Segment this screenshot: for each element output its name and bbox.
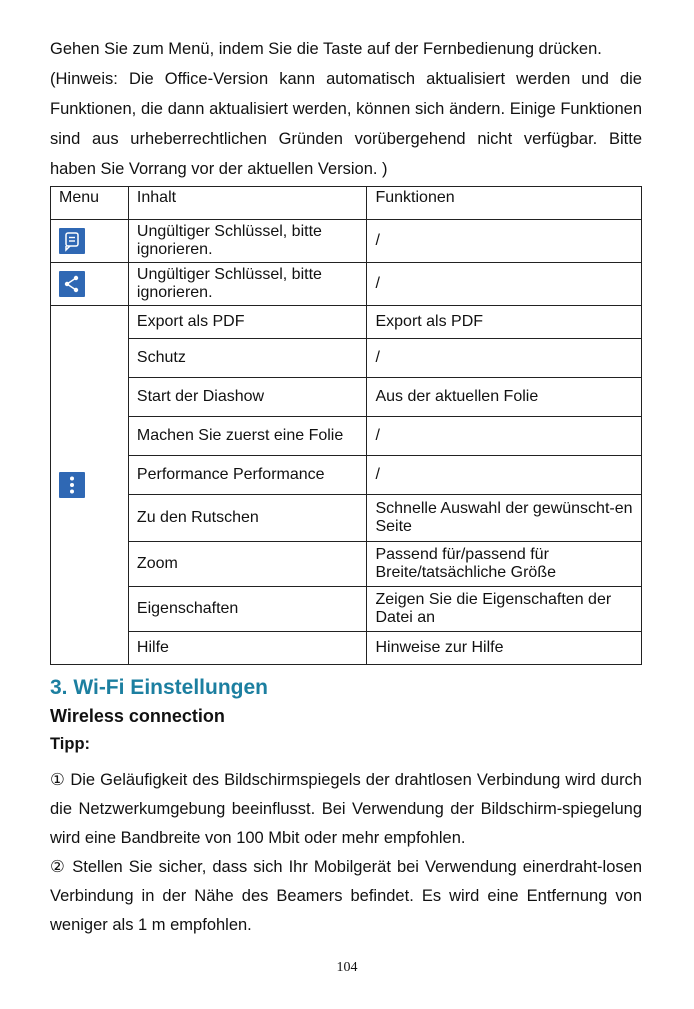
table-row: [51, 378, 642, 417]
menu-cell: [51, 306, 129, 665]
tip-item: ① Die Geläufigkeit des Bildschirmspiegels der drahtlosen Verbindung wird durch die Netzwerkumgebung beeinflusst. Bei Verwendung der Bildschirm-spiegelung wird eine Bandbreite von 100 Mbit oder mehr empfohlen.: [50, 771, 642, 847]
table-row: [51, 306, 642, 339]
table-cell-funktion: Passend für/passend für Breite/tatsächliche Größe: [367, 542, 642, 587]
table-cell-funktion: /: [367, 339, 642, 378]
table-cell-funktion: /: [367, 417, 642, 456]
header-funktionen: Funktionen: [367, 187, 642, 220]
menu-function-table: [50, 186, 642, 665]
table-row: [51, 339, 642, 378]
table-row: [51, 263, 642, 306]
header-inhalt: Inhalt: [128, 187, 367, 220]
section-heading: 3. Wi-Fi Einstellungen: [50, 676, 268, 699]
share-icon: [59, 271, 85, 297]
table-cell-funktion: /: [367, 220, 642, 263]
table-cell-inhalt: Export als PDF: [128, 306, 367, 339]
table-cell-inhalt: Ungültiger Schlüssel, bitte ignorieren.: [128, 263, 367, 306]
table-row: [51, 417, 642, 456]
section-subheading: Wireless connection: [50, 706, 225, 726]
table-cell-funktion: /: [367, 263, 642, 306]
table-cell-funktion: Zeigen Sie die Eigenschaften der Datei an: [367, 587, 642, 632]
table-row: [51, 542, 642, 587]
tips-list: [50, 766, 642, 940]
table-cell-inhalt: Ungültiger Schlüssel, bitte ignorieren.: [128, 220, 367, 263]
table-cell-inhalt: Zoom: [128, 542, 367, 587]
table-cell-inhalt: Machen Sie zuerst eine Folie: [128, 417, 367, 456]
intro-text: [50, 34, 642, 184]
tip-item: ② Stellen Sie sicher, dass sich Ihr Mobilgerät bei Verwendung einerdraht-losen Verbindung in der Nähe des Beamers befindet. Es wird eine Entfernung von weniger als 1 m empfohlen.: [50, 858, 642, 934]
table-row: [51, 495, 642, 542]
table-row: [51, 456, 642, 495]
menu-cell: [51, 263, 129, 306]
table-row: [51, 632, 642, 665]
tipp-label: Tipp:: [50, 735, 91, 753]
notes-icon: [59, 228, 85, 254]
table-cell-funktion: Schnelle Auswahl der gewünscht-en Seite: [367, 495, 642, 542]
table-cell-inhalt: Schutz: [128, 339, 367, 378]
intro-note: (Hinweis: Die Office-Version kann automatisch aktualisiert werden und die Funktionen, die dann aktualisiert werden, können sich ändern. Einige Funktionen sind aus urheberrechtlichen Gründen vorübergehend nicht verfügbar. Bitte haben Sie Vorrang vor der aktuellen Version. ): [50, 70, 642, 178]
table-cell-funktion: Aus der aktuellen Folie: [367, 378, 642, 417]
table-row: [51, 220, 642, 263]
more-vertical-icon: [59, 472, 85, 498]
page-number: 104: [336, 960, 358, 975]
table-header-row: [51, 187, 642, 220]
table-cell-funktion: /: [367, 456, 642, 495]
header-menu: Menu: [51, 187, 129, 220]
table-cell-inhalt: Zu den Rutschen: [128, 495, 367, 542]
table-cell-funktion: Export als PDF: [367, 306, 642, 339]
table-cell-funktion: Hinweise zur Hilfe: [367, 632, 642, 665]
menu-cell: [51, 220, 129, 263]
table-cell-inhalt: Performance Performance: [128, 456, 367, 495]
table-cell-inhalt: Start der Diashow: [128, 378, 367, 417]
table-cell-inhalt: Eigenschaften: [128, 587, 367, 632]
table-cell-inhalt: Hilfe: [128, 632, 367, 665]
table-row: [51, 587, 642, 632]
intro-line: Gehen Sie zum Menü, indem Sie die Taste auf der Fernbedienung drücken.: [50, 40, 602, 58]
